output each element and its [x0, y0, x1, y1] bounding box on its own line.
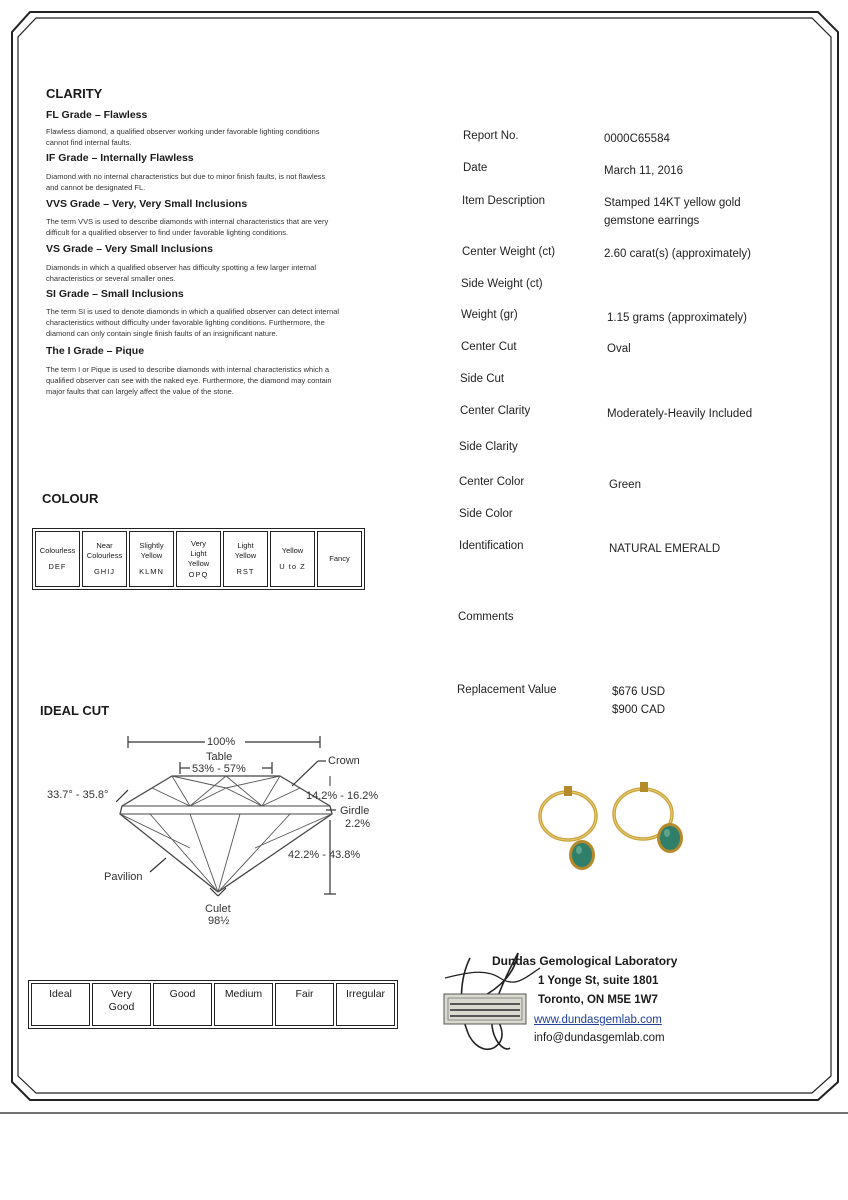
item-description-label: Item Description: [462, 195, 546, 207]
item-description-line: gemstone earrings: [604, 215, 700, 227]
clarity-desc-line: qualified observer can see with the naked eye. Furthermore, the diamond may contain: [46, 376, 332, 385]
colour-cell-line: Near: [96, 541, 113, 550]
clarity-grade-desc: [46, 126, 391, 148]
colour-cell-line: Colourless: [39, 546, 76, 555]
lab-address-line: Toronto, ON M5E 1W7: [538, 994, 658, 1006]
side-color-label: Side Color: [459, 508, 513, 520]
colour-cell: [129, 531, 174, 587]
replacement-usd: $676 USD: [612, 686, 666, 698]
replacement-value-label: Replacement Value: [457, 684, 557, 696]
colour-cell: [35, 531, 80, 587]
crown-label: Crown: [328, 755, 360, 767]
clarity-desc-line: The term VVS is used to describe diamonds with internal characteristics that are very: [46, 217, 329, 226]
cut-grade-line: Fair: [295, 988, 314, 1000]
item-description-value: [604, 194, 741, 230]
center-color-value: Green: [609, 479, 641, 491]
clarity-desc-line: Diamonds in which a qualified observer has difficulty spotting a few larger internal: [46, 263, 317, 272]
colour-cell-code: RST: [236, 567, 255, 576]
culet-label: Culet: [205, 903, 231, 915]
item-description-line: Stamped 14KT yellow gold: [604, 197, 741, 209]
table-range-label: 53% - 57%: [192, 763, 246, 775]
lab-name: Dundas Gemological Laboratory: [492, 954, 678, 968]
colour-cell-line: Slightly: [139, 541, 164, 550]
cut-grade-line: Medium: [224, 988, 263, 1000]
colour-cell-code: U to Z: [279, 562, 306, 571]
identification-label: Identification: [459, 540, 524, 552]
cut-grade-cell: [31, 983, 90, 1026]
cut-grade-cell: [214, 983, 273, 1026]
center-weight-label: Center Weight (ct): [462, 246, 556, 258]
cut-grade-line: Good: [169, 988, 196, 1000]
side-cut-label: Side Cut: [460, 373, 505, 385]
cut-grade-cell: [92, 983, 151, 1026]
clarity-grade-title: IF Grade – Internally Flawless: [46, 152, 194, 164]
lab-email[interactable]: info@dundasgemlab.com: [534, 1032, 665, 1044]
girdle-value: 2.2%: [345, 818, 371, 830]
identification-value: NATURAL EMERALD: [609, 543, 721, 555]
clarity-desc-line: Flawless diamond, a qualified observer working under favorable lighting conditions: [46, 127, 320, 136]
colour-cell-line: Yellow: [140, 551, 163, 560]
clarity-desc-line: diamond can only contain single finish faults of an insignificant nature.: [46, 329, 278, 338]
table-label: Table: [206, 751, 233, 763]
colour-cell-line: Colourless: [86, 551, 123, 560]
clarity-desc-line: cannot find internal faults.: [46, 138, 132, 147]
replacement-value: [612, 683, 665, 719]
cut-grade-line: Irregular: [345, 988, 386, 1000]
colour-cell: [82, 531, 127, 587]
weight-label: Weight (gr): [461, 309, 518, 321]
center-cut-value: Oval: [607, 343, 631, 355]
center-clarity-label: Center Clarity: [460, 405, 531, 417]
clarity-desc-line: characteristics without difficulty under favorable lighting conditions. Furthermore, the: [46, 318, 325, 327]
clarity-grade-desc: [46, 364, 391, 397]
center-weight-value: 2.60 carat(s) (approximately): [604, 248, 751, 260]
colour-cell: [317, 531, 362, 587]
date-value: March 11, 2016: [604, 165, 684, 177]
comments-label: Comments: [458, 611, 514, 623]
cut-grade-line: Very: [110, 988, 132, 1000]
colour-cell: [223, 531, 268, 587]
pavilion-depth-label: 42.2% - 43.8%: [288, 849, 361, 861]
colour-cell-line: Fancy: [329, 554, 350, 563]
clarity-grade-title: The I Grade – Pique: [46, 345, 145, 357]
clarity-grade-desc: [46, 216, 391, 238]
clarity-desc-line: Diamond with no internal characteristics but due to minor finish faults, is not flawless: [46, 172, 326, 181]
colour-heading: COLOUR: [42, 491, 99, 506]
replacement-cad: $900 CAD: [612, 704, 666, 716]
colour-cell-line: Yellow: [187, 558, 210, 568]
cut-grade-cell: [275, 983, 334, 1026]
clarity-desc-line: and cannot be designated FL.: [46, 183, 146, 192]
clarity-heading: CLARITY: [46, 86, 103, 101]
clarity-desc-line: characteristics or several smaller ones.: [46, 274, 176, 283]
ideal-cut-heading: IDEAL CUT: [40, 703, 110, 718]
colour-cell-code: DEF: [48, 562, 67, 571]
colour-cell-code: OPQ: [188, 569, 209, 579]
weight-value: 1.15 grams (approximately): [607, 312, 747, 324]
cut-grade-table: [28, 980, 398, 1029]
side-clarity-label: Side Clarity: [459, 441, 518, 453]
side-weight-label: Side Weight (ct): [461, 278, 543, 290]
colour-cell-line: Light: [190, 548, 207, 558]
colour-scale-table: [32, 528, 365, 590]
colour-cell-line: Yellow: [234, 551, 257, 560]
colour-cell: [176, 531, 221, 587]
clarity-grade-title: VVS Grade – Very, Very Small Inclusions: [46, 198, 248, 210]
girdle-label: Girdle: [340, 805, 370, 817]
center-color-label: Center Color: [459, 476, 525, 488]
report-no-label: Report No.: [463, 130, 519, 142]
lab-website-link[interactable]: www.dundasgemlab.com: [534, 1014, 662, 1026]
clarity-desc-line: major faults that can largely affect the value of the stone.: [46, 387, 234, 396]
culet-value: 98½: [208, 915, 230, 927]
clarity-grade-desc: [46, 262, 391, 284]
colour-cell-line: Light: [237, 541, 254, 550]
clarity-grade-title: SI Grade – Small Inclusions: [46, 288, 184, 300]
clarity-grade-title: FL Grade – Flawless: [46, 109, 148, 121]
crown-height-label: 14.2% - 16.2%: [306, 790, 379, 802]
cut-grade-line: Good: [108, 1001, 135, 1013]
colour-cell-code: KLMN: [139, 567, 164, 576]
clarity-grade-title: VS Grade – Very Small Inclusions: [46, 243, 213, 255]
lab-address: [538, 972, 658, 1010]
earrings-photo: [528, 778, 698, 878]
diamond-cut-diagram: [40, 730, 400, 930]
center-cut-label: Center Cut: [461, 341, 517, 353]
report-no-value: 0000C65584: [604, 133, 670, 145]
clarity-grade-desc: [46, 171, 391, 193]
colour-cell-line: Yellow: [281, 546, 304, 555]
clarity-grade-desc: [46, 306, 391, 339]
clarity-desc-line: The term SI is used to denote diamonds in which a qualified observer can detect internal: [46, 307, 340, 316]
pavilion-label: Pavilion: [104, 871, 143, 883]
colour-cell: [270, 531, 315, 587]
date-label: Date: [463, 162, 488, 174]
cut-grade-cell: [336, 983, 395, 1026]
colour-cell-line: Very: [190, 538, 206, 548]
clarity-desc-line: The term I or Pique is used to describe diamonds with internal characteristics which a: [46, 365, 330, 374]
crown-angle-label: 33.7° - 35.8°: [47, 789, 109, 801]
clarity-desc-line: difficult for a qualified observer to find under favorable lighting conditions.: [46, 228, 289, 237]
width-pct-label: 100%: [207, 736, 236, 748]
cut-grade-line: Ideal: [49, 988, 72, 1000]
cut-grade-cell: [153, 983, 212, 1026]
center-clarity-value: Moderately-Heavily Included: [607, 408, 753, 420]
colour-cell-code: GHIJ: [93, 567, 116, 576]
lab-address-line: 1 Yonge St, suite 1801: [538, 975, 659, 987]
